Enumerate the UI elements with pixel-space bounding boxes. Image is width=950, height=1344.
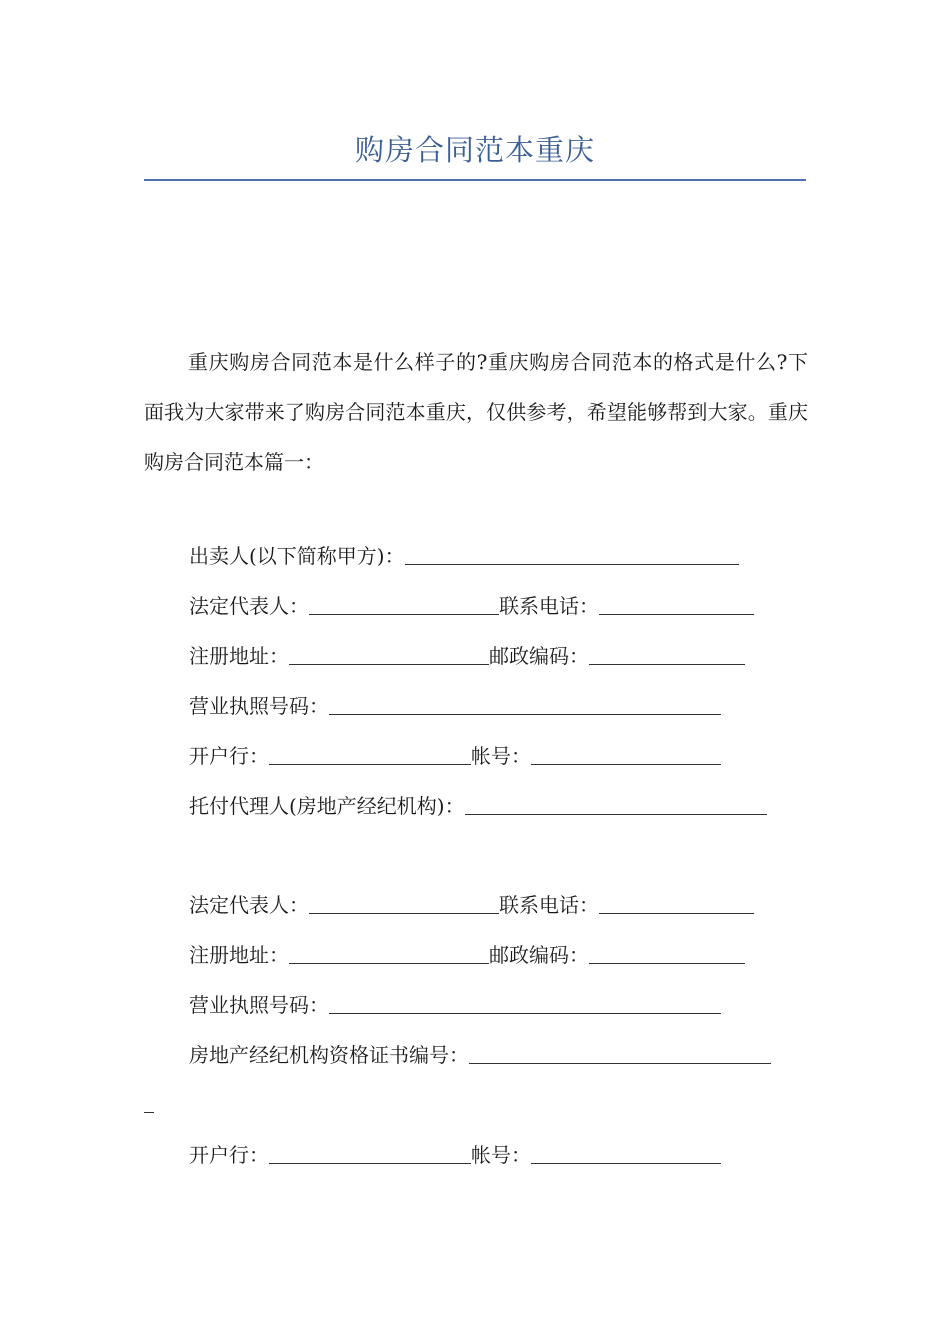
seller-label: 出卖人(以下简称甲方)： xyxy=(189,544,405,568)
cert-label: 房地产经纪机构资格证书编号： xyxy=(189,1043,469,1067)
seller-agent-line xyxy=(189,791,767,821)
bank-blank[interactable] xyxy=(269,764,471,765)
phone-label: 联系电话： xyxy=(499,893,599,917)
legal-rep-label: 法定代表人： xyxy=(189,594,309,618)
license-blank[interactable] xyxy=(329,714,721,715)
agent-blank[interactable] xyxy=(465,814,767,815)
account-label: 帐号： xyxy=(471,1143,531,1167)
address-blank[interactable] xyxy=(289,664,489,665)
postcode-blank[interactable] xyxy=(589,664,745,665)
address-label: 注册地址： xyxy=(189,943,289,967)
account-blank[interactable] xyxy=(531,1163,721,1164)
postcode-blank[interactable] xyxy=(589,963,745,964)
legal-rep-blank[interactable] xyxy=(309,913,499,914)
phone-blank[interactable] xyxy=(599,614,754,615)
seller-blank[interactable] xyxy=(405,564,739,565)
bank-label: 开户行： xyxy=(189,1143,269,1167)
license-label: 营业执照号码： xyxy=(189,993,329,1017)
phone-blank[interactable] xyxy=(599,913,754,914)
bank-label: 开户行： xyxy=(189,744,269,768)
intro-paragraph: 重庆购房合同范本是什么样子的?重庆购房合同范本的格式是什么?下面我为大家带来了购房合同范本重庆，仅供参考，希望能够帮到大家。重庆购房合同范本篇一： xyxy=(144,350,808,474)
seller-line xyxy=(189,541,739,571)
cert-blank[interactable] xyxy=(469,1063,771,1064)
seller-address-line xyxy=(189,641,745,671)
phone-label: 联系电话： xyxy=(499,594,599,618)
seller-license-line xyxy=(189,691,721,721)
agent-label: 托付代理人(房地产经纪机构)： xyxy=(189,794,465,818)
legal-rep-blank[interactable] xyxy=(309,614,499,615)
document-title: 购房合同范本重庆 xyxy=(354,133,595,167)
address-blank[interactable] xyxy=(289,963,489,964)
postcode-label: 邮政编码： xyxy=(489,943,589,967)
agent-cert-line xyxy=(189,1040,771,1070)
account-blank[interactable] xyxy=(531,764,721,765)
postcode-label: 邮政编码： xyxy=(489,644,589,668)
legal-rep-label: 法定代表人： xyxy=(189,893,309,917)
license-blank[interactable] xyxy=(329,1013,721,1014)
title-underline xyxy=(144,179,806,181)
bank-blank[interactable] xyxy=(269,1163,471,1164)
license-label: 营业执照号码： xyxy=(189,694,329,718)
agent-legal-rep-line xyxy=(189,890,754,920)
address-label: 注册地址： xyxy=(189,644,289,668)
agent-license-line xyxy=(189,990,721,1020)
seller-bank-line xyxy=(189,741,721,771)
agent-address-line xyxy=(189,940,745,970)
agent-bank-line xyxy=(189,1140,721,1170)
account-label: 帐号： xyxy=(471,744,531,768)
cert-blank-continuation xyxy=(144,1112,154,1113)
seller-legal-rep-line xyxy=(189,591,754,621)
